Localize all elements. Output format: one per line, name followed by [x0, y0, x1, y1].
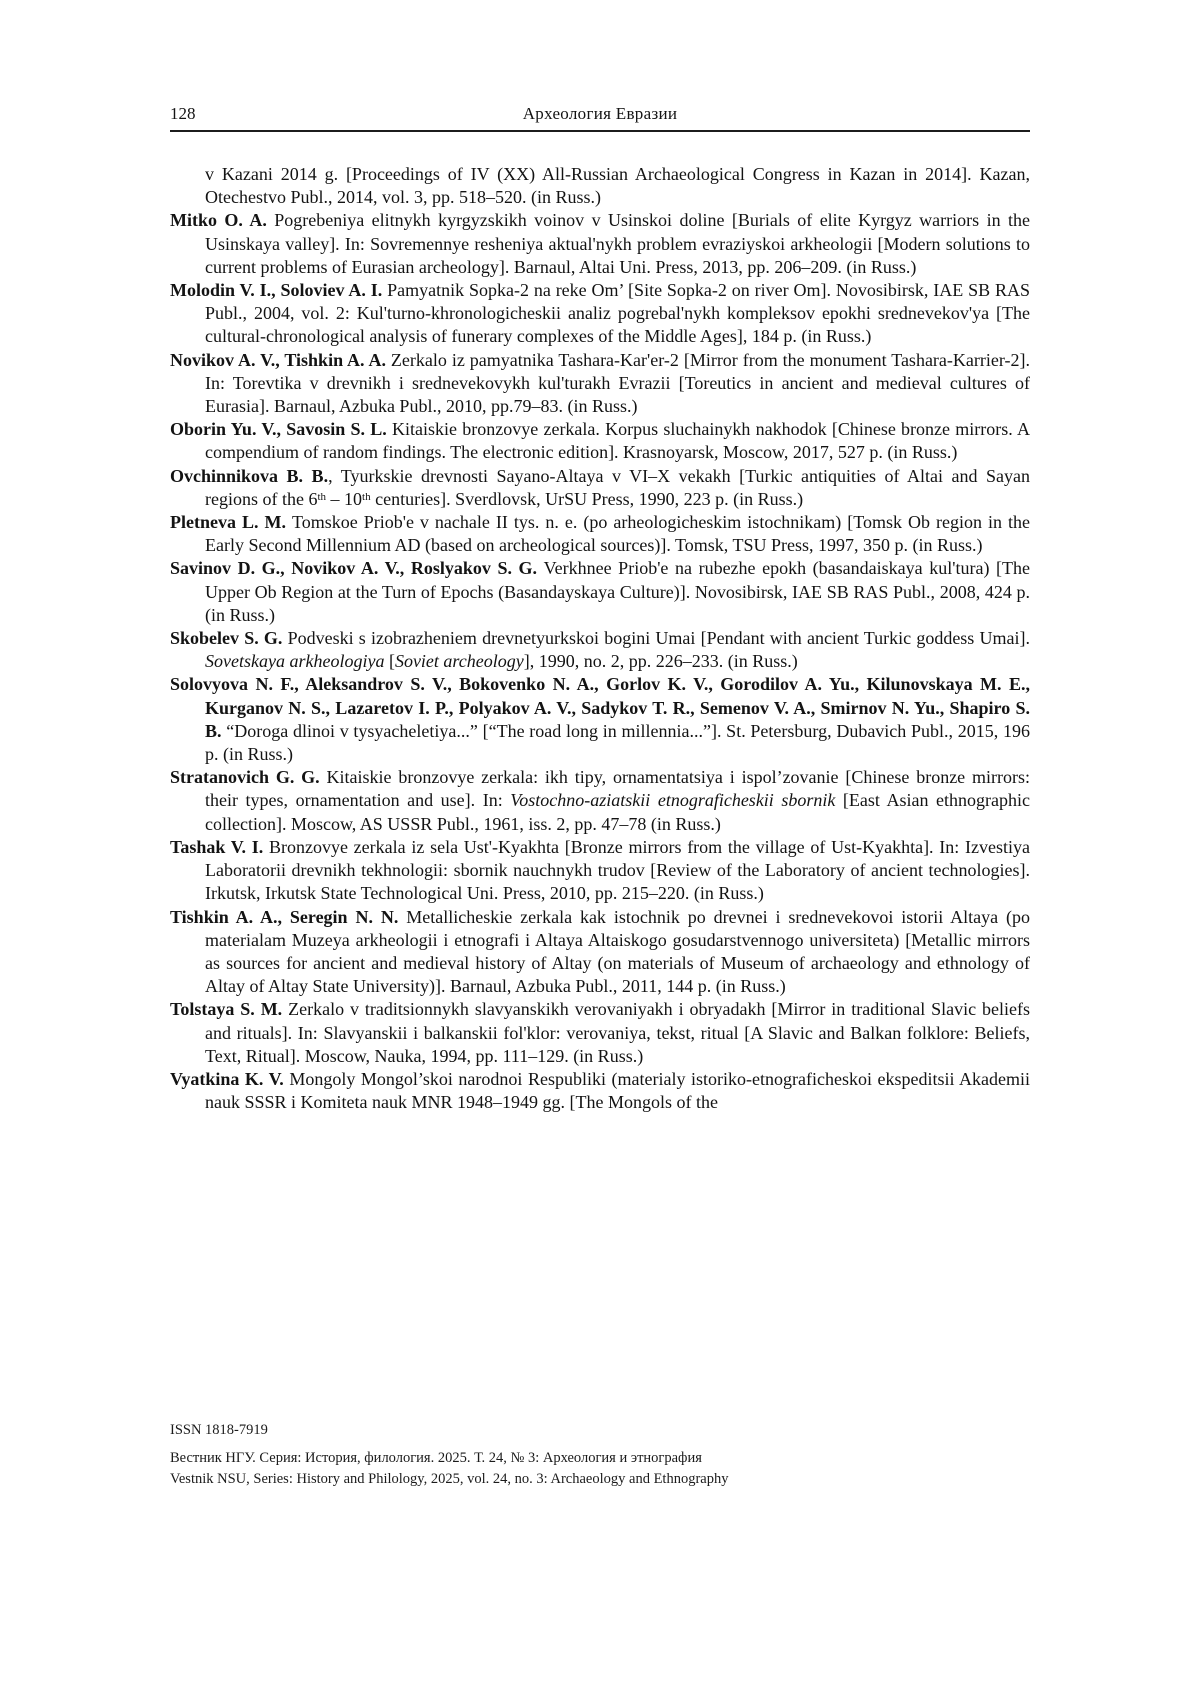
- reference-text: Pamyatnik Sopka-2 na reke Om’ [Site Sopka-2 on river Om]. Novosibirsk, IAE SB RAS Publ., 2004, vol. 2: Kul'turno-khronologicheskii analiz pogrebal'nykh kompleksov epokhi srednevekov'ya [The cultural-chronological analysis of funerary complexes of the Middle Ages], 184 p. (in Russ.): [205, 280, 1030, 347]
- reference-entry: [170, 511, 1030, 557]
- reference-entry: [170, 998, 1030, 1068]
- footer-journal-en: Vestnik NSU, Series: History and Philology, 2025, vol. 24, no. 3: Archaeology and Ethnography: [170, 1471, 729, 1487]
- reference-journal-title: Soviet archeology: [394, 651, 524, 672]
- reference-text: Zerkalo v traditsionnykh slavyanskikh verovaniyakh i obryadakh [Mirror in traditional Slavic beliefs and rituals]. In: Slavyanskii i balkanskii fol'klor: verovaniya, tekst, ritual [A Slavic and Balkan folklore: Beliefs, Text, Ritual]. Moscow, Nauka, 1994, pp. 111–129. (in Russ.): [205, 999, 1030, 1066]
- reference-authors: Tishkin A. A., Seregin N. N.: [170, 906, 407, 927]
- reference-authors: Oborin Yu. V., Savosin S. L.: [170, 419, 393, 440]
- reference-entry: [170, 627, 1030, 673]
- reference-authors: Mitko O. A.: [170, 210, 275, 231]
- references-list: [170, 163, 1030, 1114]
- reference-text: Tomskoe Priob'e v nachale II tys. n. e. (po arheologicheskim istochnikam) [Tomsk Ob region in the Early Second Millennium AD (based on archeological sources)]. Tomsk, TSU Press, 1997, 350 p. (in Russ.): [205, 512, 1030, 556]
- reference-authors: Ovchinnikova B. B.: [170, 465, 329, 486]
- reference-entry: [170, 465, 1030, 511]
- reference-entry: [170, 557, 1030, 627]
- ordinal-superscript: th: [362, 490, 371, 503]
- reference-text: Verkhnee Priob'e na rubezhe epokh (basandaiskaya kul'tura) [The Upper Ob Region at the Turn of Epochs (Basandayskaya Culture)]. Novosibirsk, IAE SB RAS Publ., 2008, 424 p. (in Russ.): [205, 558, 1030, 625]
- reference-text: Pogrebeniya elitnykh kyrgyzskikh voinov v Usinskoi doline [Burials of elite Kyrgyz warriors in the Usinskaya valley]. In: Sovremennye resheniya aktual'nykh problem evraziyskoi arkheologii [Modern solutions to current problems of Eurasian archeology]. Barnaul, Altai Uni. Press, 2013, pp. 206–209. (in Russ.): [205, 210, 1030, 277]
- reference-text: – 10: [326, 488, 363, 509]
- reference-entry: [170, 418, 1030, 464]
- ordinal-superscript: th: [317, 490, 327, 503]
- reference-authors: Savinov D. G., Novikov A. V., Roslyakov S. G.: [170, 558, 544, 579]
- reference-text: Podveski s izobrazheniem drevnetyurkskoi bogini Umai [Pendant with ancient Turkic goddess Umai].: [287, 628, 1030, 649]
- reference-text: v Kazani 2014 g. [Proceedings of IV (XX) All-Russian Archaeological Congress in Kazan in 2014]. Kazan, Otechestvo Publ., 2014, vol. 3, pp. 518–520. (in Russ.): [205, 164, 1030, 208]
- reference-text: [: [384, 651, 395, 672]
- journal-page: [170, 104, 1030, 1114]
- reference-entry: [170, 836, 1030, 906]
- reference-entry: [170, 279, 1030, 349]
- reference-entry: [170, 1068, 1030, 1114]
- reference-entry: [170, 766, 1030, 836]
- reference-text: “Doroga dlinoi v tysyacheletiya...” [“The road long in millennia...”]. St. Petersburg, Dubavich Publ., 2015, 196 p. (in Russ.): [205, 720, 1031, 765]
- reference-authors: Vyatkina K. V.: [170, 1068, 290, 1089]
- page-footer: [170, 1420, 1030, 1490]
- reference-text: [East Asian ethnographic collection]. Moscow, AS USSR Publ., 1961, iss. 2, pp. 47–78 (in Russ.): [205, 790, 1031, 834]
- reference-authors: Skobelev S. G.: [170, 628, 288, 649]
- reference-entry: [170, 209, 1030, 279]
- footer-issn: ISSN 1818-7919: [170, 1422, 268, 1438]
- page-header: [170, 104, 1030, 132]
- reference-text: Bronzovye zerkala iz sela Ust'-Kyakhta [Bronze mirrors from the village of Ust-Kyakhta]. In: Izvestiya Laboratorii drevnikh tekhnologii: sbornik nauchnykh trudov [Review of the Laboratory of ancient technologies]. Irkutsk, Irkutsk State Technological Uni. Press, 2010, pp. 215–220. (in Russ.): [205, 836, 1030, 904]
- reference-text: Kitaiskie bronzovye zerkala: ikh tipy, ornamentatsiya i ispol’zovanie [Chinese bronze mirrors: their types, ornamentation and use]. In:: [205, 767, 1030, 811]
- reference-text: Metallicheskie zerkala kak istochnik po drevnei i srednevekovoi istorii Altaya (po materialam Muzeya arkheologii i etnografi i Altaya Altaiskogo gosudarstvennogo universiteta) [Metallic mirrors as sources for ancient and medieval history of Altay (on materials of Museum of archaeology and ethnology of Altay of Altay State University)]. Barnaul, Azbuka Publ., 2011, 144 p. (in Russ.): [205, 906, 1030, 997]
- page-number: 128: [170, 104, 196, 123]
- reference-authors: Tashak V. I.: [170, 836, 269, 857]
- reference-entry: [170, 906, 1030, 999]
- reference-authors: Molodin V. I., Soloviev A. I.: [170, 280, 388, 301]
- reference-authors: Novikov A. V., Tishkin A. A.: [170, 349, 391, 370]
- reference-authors: Pletneva L. M.: [170, 512, 292, 533]
- reference-entry: [170, 163, 1030, 209]
- footer-journal-ru: Вестник НГУ. Серия: История, филология. 2025. Т. 24, № 3: Археология и этнография: [170, 1450, 702, 1466]
- reference-authors: Solovyova N. F., Aleksandrov S. V., Bokovenko N. A., Gorlov K. V., Gorodilov A. Yu., Kilunovskaya M. E., Kurganov N. S., Lazaretov I. P., Polyakov A. V., Sadykov T. R., Semenov V. A., Smirnov N. Yu., Shapiro S. B.: [170, 674, 1030, 741]
- reference-authors: Tolstaya S. M.: [170, 999, 289, 1020]
- reference-authors: Stratanovich G. G.: [170, 767, 327, 788]
- reference-text: Zerkalo iz pamyatnika Tashara-Kar'er-2 [Mirror from the monument Tashara-Karrier-2]. In: Torevtika v drevnikh i srednevekovykh kul'turakh Evrazii [Toreutics in ancient and medieval cultures of Eurasia]. Barnaul, Azbuka Publ., 2010, pp.79–83. (in Russ.): [205, 349, 1030, 417]
- reference-journal-title: Sovetskaya arkheologiya: [205, 651, 385, 672]
- reference-text: Mongoly Mongol’skoi narodnoi Respubliki (materialy istoriko-etnograficheskoi ekspeditsii Akademii nauk SSSR i Komiteta nauk MNR 1948–1949 gg. [The Mongols of the: [205, 1068, 1031, 1113]
- reference-entry: [170, 673, 1030, 766]
- reference-text: , Tyurkskie drevnosti Sayano-Altaya v VI–X vekakh [Turkic antiquities of Altai and Sayan regions of the 6: [205, 465, 1030, 509]
- reference-journal-title: Vostochno-aziatskii etnograficheskii sbornik: [510, 790, 836, 811]
- running-title: Археология Евразии: [522, 104, 678, 123]
- reference-text: ], 1990, no. 2, pp. 226–233. (in Russ.): [523, 651, 798, 672]
- reference-text: Kitaiskie bronzovye zerkala. Korpus sluchainykh nakhodok [Chinese bronze mirrors. A compendium of random findings. The electronic edition]. Krasnoyarsk, Moscow, 2017, 527 p. (in Russ.): [205, 419, 1030, 463]
- reference-entry: [170, 349, 1030, 419]
- reference-text: centuries]. Sverdlovsk, UrSU Press, 1990, 223 p. (in Russ.): [370, 488, 804, 509]
